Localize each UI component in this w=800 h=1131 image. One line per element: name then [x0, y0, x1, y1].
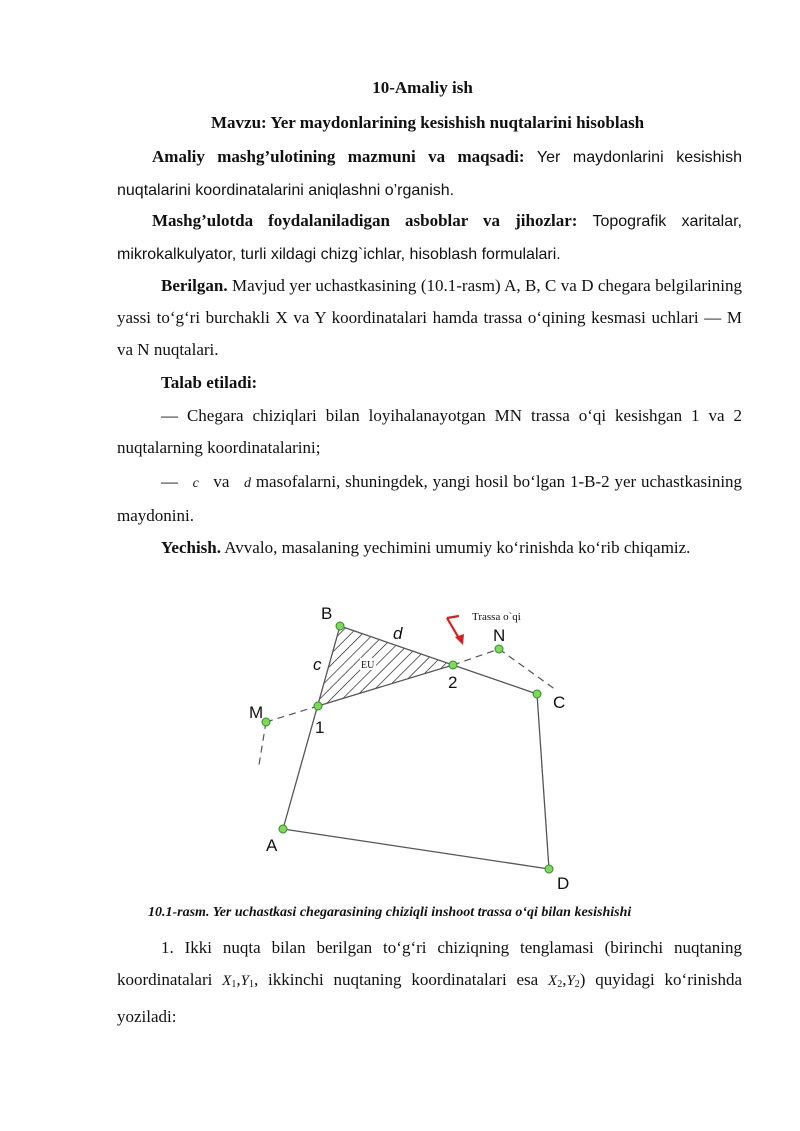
step1-text-a: 1. Ikki nuqta bilan berilgan to‘g‘ri chiziqning tenglamasi (birinchi nuqtaning koordinatalari — [117, 938, 742, 989]
var-d: d — [243, 476, 251, 491]
step1-text-c: ) quyidagi ko‘rinishda yoziladi: — [117, 970, 742, 1026]
x1-sub: 1 — [231, 979, 237, 990]
trassa-M-1 — [266, 706, 318, 722]
point-C — [533, 690, 541, 698]
tools-label: Mashg’ulotda foydalaniladigan asboblar va jihozlar: — [152, 211, 578, 230]
trassa-2-N — [453, 649, 499, 665]
trassa-M-extension — [259, 722, 266, 765]
solution-label: Yechish. — [161, 538, 221, 557]
label-A: A — [266, 836, 278, 855]
point-A — [279, 825, 287, 833]
step1-text-b: , ikkinchi nuqtaning koordinatalari esa — [253, 970, 539, 989]
label-2: 2 — [448, 673, 458, 692]
solution-text: Avvalo, masalaning yechimini umumiy ko‘rinishda ko‘rib chiqamiz. — [224, 538, 691, 557]
label-D: D — [557, 874, 570, 893]
point-2 — [449, 661, 457, 669]
label-c: c — [313, 655, 322, 674]
y2-symbol: Y — [566, 973, 575, 989]
given-text: Mavjud yer uchastkasining (10.1-rasm) A, B, C va D chegara belgilarining yassi to‘g‘ri burchakli X va Y koordinatalari hamda trassa o‘qining kesmasi uchlari — M va N nuqtalari. — [117, 276, 742, 359]
step1-paragraph — [117, 932, 742, 1033]
comma-1: , — [236, 970, 241, 989]
point-M — [262, 718, 270, 726]
boundary-DA — [283, 829, 549, 869]
x2-symbol: X — [548, 973, 558, 989]
point-D — [545, 865, 553, 873]
page-title: 10-Amaliy ish — [372, 78, 473, 97]
label-C: C — [553, 693, 566, 712]
required-item-2-text: masofalarni, shuningdek, yangi hosil bo‘lgan 1-B-2 yer uchastkasining maydonini. — [117, 472, 743, 525]
area-label: EU — [361, 660, 375, 671]
trassa-label: Trassa o`qi — [472, 611, 521, 623]
label-d: d — [393, 624, 403, 643]
dash: — — [161, 472, 178, 491]
aim-text: Yer maydonlarini kesishish nuqtalarini koordinatalarini aniqlashni o’rganish. — [117, 149, 743, 199]
label-N: N — [493, 626, 506, 645]
required-label: Talab etiladi: — [161, 373, 258, 392]
y2-sub: 2 — [574, 979, 580, 990]
word-va: va — [213, 472, 230, 491]
comma-2: , — [562, 970, 567, 989]
tools-text: Topografik xaritalar, mikrokalkulyator, turli xildagi chizg`ichlar, hisoblash formulalari. — [117, 213, 742, 263]
figure-caption: 10.1-rasm. Yer uchastkasi chegarasining chiziqli inshoot trassa o‘qi bilan kesishishi — [148, 905, 632, 920]
label-B: B — [321, 604, 333, 623]
given-label: Berilgan. — [161, 276, 228, 295]
x2-sub: 2 — [557, 979, 563, 990]
label-1: 1 — [315, 718, 325, 737]
boundary-CD — [537, 694, 549, 869]
y1-sub: 1 — [248, 979, 254, 990]
label-M: M — [249, 703, 264, 722]
boundary-AB — [283, 626, 340, 829]
required-item-1: — Chegara chiziqlari bilan loyihalanayotgan MN trassa o‘qi kesishgan 1 va 2 nuqtalarning koordinatalarini; — [117, 406, 742, 457]
y1-symbol: Y — [240, 973, 249, 989]
x1-symbol: X — [222, 973, 232, 989]
aim-label: Amaliy mashg’ulotining mazmuni va maqsadi: — [152, 147, 525, 166]
topic-heading: Mavzu: Yer maydonlarining kesishish nuqtalarini hisoblash — [211, 113, 645, 132]
hatched-area — [318, 626, 453, 706]
point-N — [495, 645, 503, 653]
point-B — [336, 622, 344, 630]
point-1 — [314, 702, 322, 710]
var-c: c — [192, 476, 199, 491]
trassa-arrow-tail — [447, 616, 459, 618]
